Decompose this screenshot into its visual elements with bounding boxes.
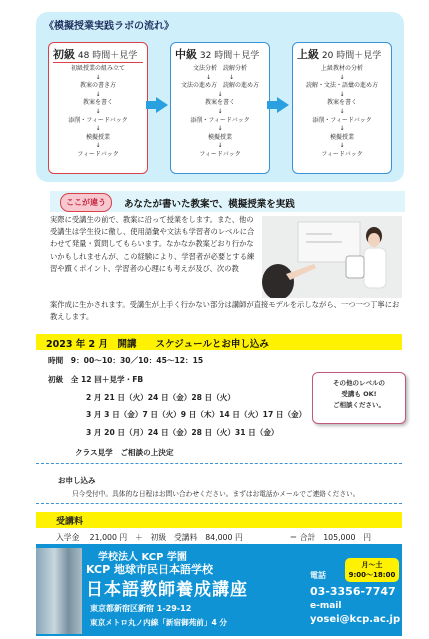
level-card-chukyu [170, 42, 270, 174]
schedule-class-note: クラス見学 ご相談の上決定 [75, 448, 174, 457]
fee-line: 入学金 21,000 円 ＋ 初級 受講料 84,000 円 ＝ 合計 105,000 円 [56, 533, 372, 542]
flow-step: 文法分析 読解分析 [192, 65, 247, 72]
down-arrow-icon: ↓ [95, 142, 101, 150]
footer-school: KCP 地球市民日本語学校 [86, 563, 213, 576]
schedule-dates-2: 3 月 3 日（金）7 日（火）9 日（木）14 日（火）17 日（金） [86, 410, 307, 419]
flow-step: 読解・文法・語彙の進め方 [305, 82, 378, 90]
down-arrow-icon: ↓ [217, 90, 223, 98]
level-card-jokyu [292, 42, 392, 174]
flow-step: 添削・フィードバック [312, 116, 372, 124]
footer-address: 東京都新宿区新宿 1-29-12 [90, 604, 192, 613]
down-arrow-icon: ↓ [95, 90, 101, 98]
down-arrow-icon: ↓ [339, 90, 345, 98]
footer-course: 日本語教師養成講座 [86, 580, 248, 600]
divider [36, 463, 402, 464]
arrow-right-icon [156, 97, 168, 113]
footer-access: 東京メトロ丸ノ内線「新宿御苑前」4 分 [90, 618, 228, 627]
note-line: 受講も OK! [341, 390, 377, 398]
down-arrow-icon: ↓ [339, 125, 345, 133]
flow-step: フィードバック [199, 150, 241, 158]
schedule-title: 2023 年 2 月 開講 スケジュールとお申し込み [46, 339, 269, 350]
level-steps [173, 65, 267, 160]
down-arrow-icon: ↓ [339, 73, 345, 81]
level-hours: 32 時間＋見学 [199, 51, 260, 61]
level-name: 初級 [53, 48, 75, 61]
flow-step: 教案の書き方 [79, 82, 116, 90]
flow-step: 模擬授業 [207, 133, 232, 141]
flow-step: 初級授業の組み立て [70, 65, 125, 72]
divider [36, 503, 402, 504]
feature-paragraph-bottom: 案作成に生かされます。受講生が上手く行かない部分は講師が直接モデルを示しながら、一つ一つ丁寧にお教えします。 [50, 300, 400, 322]
flow-step: フィードバック [321, 150, 363, 158]
level-name: 中級 [175, 48, 197, 61]
schedule-dates-1: 2 月 21 日（火）24 日（金）28 日（火） [86, 393, 235, 402]
level-card-shokyu [48, 42, 148, 174]
flow-step: 模擬授業 [85, 133, 110, 141]
flow-step: 模擬授業 [329, 133, 354, 141]
flow-step: 教案を書く [204, 99, 235, 107]
schedule-course: 初級 全 12 回＋見学・FB [48, 375, 144, 384]
down-arrow-icon: ↓ [339, 142, 345, 150]
footer-email-label: e-mail [310, 601, 342, 611]
down-arrow-icon: ↓ [95, 125, 101, 133]
hours-days: 月～土 [361, 561, 383, 569]
note-line: ご相談ください。 [333, 401, 385, 409]
level-name: 上級 [297, 48, 319, 61]
level-hours: 48 時間＋見学 [77, 51, 138, 61]
flow-step: フィードバック [77, 150, 119, 158]
level-steps [51, 65, 145, 160]
flow-step: 文法の進め方 読解の進め方 [180, 82, 259, 90]
footer-org: 学校法人 KCP 学園 [98, 552, 187, 563]
flow-step: 添削・フィードバック [190, 116, 250, 124]
schedule-time: 時間 9：00～10：30／10：45～12：15 [48, 356, 204, 365]
classroom-photo [262, 216, 402, 298]
down-arrow-icon: ↓ [217, 125, 223, 133]
down-arrow-icon: ↓ [339, 107, 345, 115]
footer-tel[interactable]: 03-3356-7747 [310, 585, 396, 598]
flow-step: 上級教材の分析 [320, 65, 363, 72]
footer-tel-label: 電話 [310, 571, 326, 580]
arrow-right-icon [277, 97, 289, 113]
down-arrow-icon: ↓ [95, 107, 101, 115]
flow-title: 《模擬授業実践ラボの流れ》 [44, 21, 174, 32]
application-label: お申し込み [58, 476, 96, 485]
down-arrow-icon: ↓ [95, 73, 101, 81]
fee-bar [36, 512, 402, 528]
down-arrow-icon: ↓ ↓ [205, 73, 235, 81]
hours-time: 9:00～18:00 [348, 571, 396, 579]
down-arrow-icon: ↓ [217, 107, 223, 115]
feature-heading: あなたが書いた教案で、模擬授業を実践 [124, 199, 295, 210]
building-photo [36, 548, 82, 634]
down-arrow-icon: ↓ [217, 142, 223, 150]
footer-hours [345, 558, 399, 582]
classroom-illustration [262, 216, 402, 298]
fee-label: 受講料 [56, 517, 84, 527]
application-text: 只今受付中。具体的な日程はお問い合わせください。まずはお電話かメールでご連絡ください。 [72, 490, 360, 498]
level-steps [295, 65, 389, 160]
level-hours: 20 時間＋見学 [321, 51, 382, 61]
other-levels-note [312, 372, 406, 424]
feature-badge: ここが違う [60, 193, 112, 212]
flow-step: 教案を書く [326, 99, 357, 107]
note-line: その他のレベルの [333, 379, 385, 387]
footer-email[interactable]: yosei@kcp.ac.jp [310, 614, 401, 625]
flow-step: 教案を書く [82, 99, 113, 107]
flow-step: 添削・フィードバック [68, 116, 128, 124]
schedule-dates-3: 3 月 20 日（月）24 日（金）28 日（火）31 日（金） [86, 428, 279, 437]
feature-paragraph-top: 実際に受講生の前で、教案に沿って授業をします。また、他の受講生は学生役に徹し、使用語彙や文法も学習者のレベルに合わせて発量・質問してもらいます。なかなか教案どおり行かないかもしれませんが、この経験により、学習者が必要とする練習や躓くポイント、学習者の心理にも考えが及び、次の教 [50, 215, 255, 273]
